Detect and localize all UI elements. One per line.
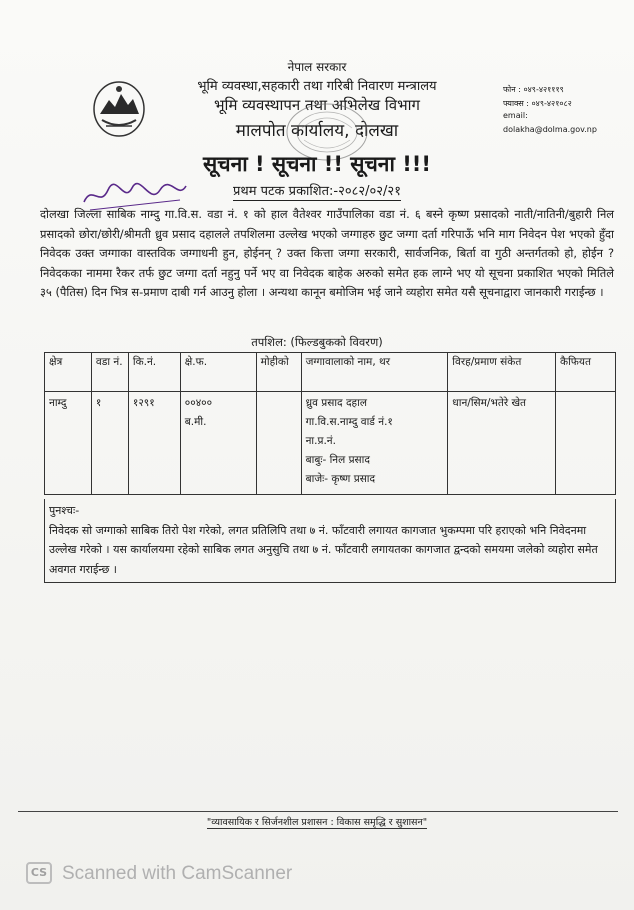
column-header: क्षेत्र — [45, 353, 92, 392]
owner-address: गा.वि.स.नाम्दु वार्ड नं.१ — [305, 416, 393, 428]
remarks-cell — [556, 392, 616, 495]
table-row — [45, 392, 616, 495]
email-label: email: — [503, 111, 528, 120]
ministry-name: भूमि व्यवस्था,सहकारी तथा गरिबी निवारण मन्त्रालय — [197, 79, 437, 94]
plot-number-cell: १२९१ — [128, 392, 180, 495]
addendum-text: निवेदक सो जग्गाको साबिक तिरो पेश गरेको, लगत प्रतिलिपि तथा ७ नं. फाँटवारी लगायत कागजात भुकम्पमा परि हराएको भनि निवेदनमा उल्लेख गरेको । यस कार्यालयमा रहेको साबिक लगत अनुसुचि तथा ७ नं. फाँटवारी लगायतका कागजात द्वन्दको समयमा जलेको व्यहोरा समेत अवगत गराईन्छ । — [49, 523, 598, 576]
area-size-unit: ब.मी. — [184, 416, 207, 428]
column-header: वडा नं. — [91, 353, 128, 392]
email-address: dolakha@dolma.gov.np — [503, 125, 597, 134]
details-caption: तपशिल: (फिल्डबुकको विवरण) — [251, 335, 383, 349]
office-name: मालपोत कार्यालय, दोलखा — [235, 121, 399, 141]
area-size-value: ००४०० — [184, 397, 213, 409]
column-header: कैफियत — [556, 353, 616, 392]
owner-father: बाबुः- निल प्रसाद — [305, 454, 370, 466]
phone-number: फोन : ०४९-४२१११९ — [503, 85, 564, 94]
evidence-cell: धान/सिम/भतेरे खेत — [448, 392, 556, 495]
column-header: क्षे.फ. — [180, 353, 256, 392]
owner-grandfather: बाजेः- कृष्ण प्रसाद — [305, 473, 376, 485]
fax-number: फ्याक्स : ०४९-४२१०८२ — [503, 99, 572, 108]
department-name: भूमि व्यवस्थापन तथा अभिलेख विभाग — [214, 96, 420, 114]
owner-cell — [301, 392, 448, 495]
area-size-cell — [180, 392, 256, 495]
table-header-row — [45, 353, 616, 392]
government-name: नेपाल सरकार — [287, 60, 347, 74]
notice-body: दोलखा जिल्ला साबिक नाम्दु गा.वि.स. वडा नं. १ को हाल वैतेश्वर गाउँपालिका वडा नं. ६ बस्ने कृष्ण प्रसादको नाती/नातिनी/बुहारी निल प्रसादको छोरा/छोरी/श्रीमती ध्रुव प्रसाद दहालले तपशिलमा उल्लेख भएको जग्गाहरु छुट जग्गा दर्ता गरिपाऊँ भनि माग निवेदन पेश भएको हुँदा निवेदक उक्त जग्गाका वास्तविक जग्गाधनी हुन, होईनन् ? उक्त कित्ता जग्गा सरकारी, सार्वजनिक, बिर्ता वा गुठी अन्तर्गतको हो, होईन ? निवेदकका नाममा रैकर तर्फ छुट जग्गा दर्ता नहुनु पर्ने भए वा निवेदक बाहेक अरुको समेत हक लाग्ने भए यो सूचना प्रकाशित भएको मितिले ३५ (पैतिस) दिन भित्र स-प्रमाण दाबी गर्न आउनु होला । अन्यथा कानून बमोजिम भई जाने व्यहोरा समेत यसै सूचनाद्वारा जानकारी गराईन्छ । — [40, 207, 614, 300]
first-publication-date: प्रथम पटक प्रकाशित:-२०८२/०२/२१ — [233, 184, 401, 199]
column-header: विरह/प्रमाण संकेत — [448, 353, 556, 392]
area-cell: नाम्दु — [45, 392, 92, 495]
camscanner-logo-icon: CS — [26, 862, 52, 884]
column-header: मोहीको — [256, 353, 301, 392]
column-header: कि.नं. — [128, 353, 180, 392]
ward-cell: १ — [91, 392, 128, 495]
column-header: जग्गावालाको नाम, थर — [301, 353, 448, 392]
owner-name: ध्रुव प्रसाद दहाल — [305, 397, 367, 409]
addendum-label: पुनश्चः- — [49, 504, 80, 517]
camscanner-watermark: Scanned with CamScanner — [62, 863, 293, 884]
notice-title: सूचना ! सूचना !! सूचना !!! — [203, 152, 431, 176]
addendum-box — [44, 499, 616, 583]
tenant-cell — [256, 392, 301, 495]
owner-citizenship: ना.प्र.नं. — [305, 435, 336, 447]
land-details-table — [44, 352, 616, 495]
footer-slogan: "व्यावसायिक र सिर्जनशील प्रशासन : विकास समृद्धि र सुशासन" — [206, 817, 428, 828]
footer-divider — [18, 811, 618, 812]
